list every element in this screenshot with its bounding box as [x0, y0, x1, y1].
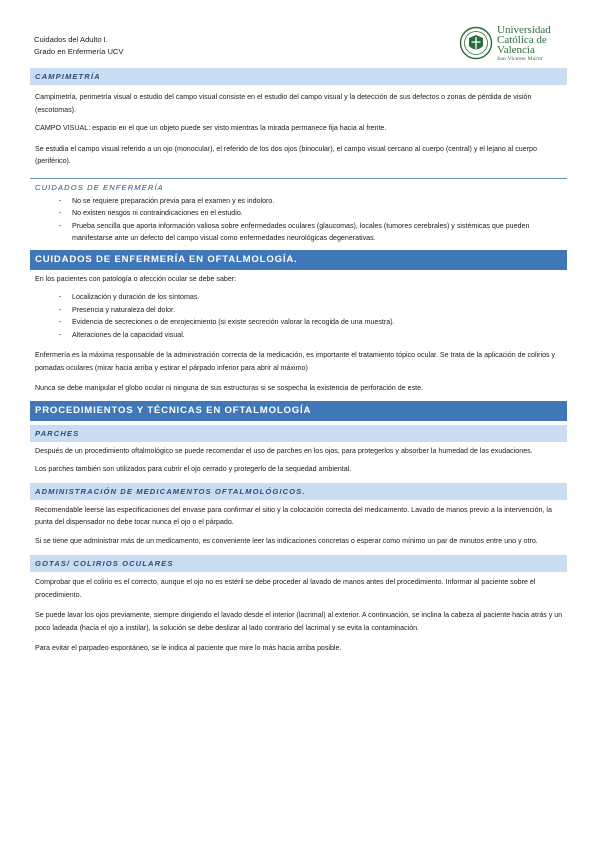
logo-line-3: Valencia [497, 44, 535, 56]
paragraph: Comprobar que el colirio es el correcto, aunque el ojo no es estéril se debe proceder al lavado de manos antes del procedimiento. Informar al paciente sobre el procedimiento. [35, 578, 536, 599]
list-item: - Alteraciones de la capacidad visual. [30, 329, 567, 342]
paragraph: Si se tiene que administrar más de un medicamento, es conveniente leer las indicaciones concretas o esperar como mínimo un par de minutos entre uno y otro. [35, 536, 538, 545]
paragraph: Se estudia el campo visual referido a un ojo (monocular), el referido de los dos ojos (binocular), el campo visual cercano al cuerpo (central) y el lejano al cuerpo (periférico). [35, 144, 537, 165]
section-heading-campimetria: CAMPIMETRÍA [30, 68, 567, 85]
degree-title: Grado en Enfermería UCV [34, 47, 124, 56]
paragraph: Nunca se debe manipular el globo ocular ni ninguna de sus estructuras si se sospecha la existencia de perforación de este. [35, 384, 424, 392]
paragraph: Enfermería es la máxima responsable de la administración correcta de la medicación, es importante el tratamiento tópico ocular. Se trata de la aplicación de colirios y pomadas oculares (mirar hacia arriba y estirar el párpado inferior para abrir al máximo) [35, 351, 556, 372]
paragraph: Los parches también son utilizados para cubrir el ojo cerrado y protegerlo de la sequedad ambiental. [35, 465, 352, 473]
paragraph: Se puede lavar los ojos previamente, siempre dirigiendo el lavado desde el interior (lacrimal) al exterior. A continuación, se inclina la cabeza al paciente hacia atrás y un poco ladeada (hacia el ojo a instilar), la solución se debe deslizar al lado contrario del lacrimal y se evita la contaminación. [35, 611, 563, 632]
list-item: - Localización y duración de los síntomas. [30, 291, 567, 304]
subsection-heading-gotas: GOTAS/ COLIRIOS OCULARES [30, 555, 567, 572]
section-heading-oftalmologia: CUIDADOS DE ENFERMERÍA EN OFTALMOLOGÍA. [30, 250, 567, 270]
paragraph: CAMPO VISUAL: espacio en el que un objeto puede ser visto mientras la mirada permanece fija hacia al frente. [35, 124, 387, 132]
main-content [30, 68, 567, 655]
subsection-heading-parches: PARCHES [30, 425, 567, 442]
list-item: - Presencia y naturaleza del dolor. [30, 304, 567, 317]
paragraph: En los pacientes con patología o afección ocular se debe saber: [35, 274, 237, 283]
subsection-heading-administracion: ADMINISTRACIÓN DE MEDICAMENTOS OFTALMOLÓGICOS. [30, 483, 567, 500]
section-heading-cuidados: CUIDADOS DE ENFERMERÍA [30, 178, 567, 194]
list-item: - No existen riesgos ni contraindicaciones en el estudio. [30, 207, 567, 220]
list-item: - No se requiere preparación previa para el examen y es indoloro. [30, 195, 567, 208]
logo-line-4: San Vicente Mártir [497, 56, 544, 62]
paragraph: Recomendable leerse las especificaciones del envase para confirmar el sitio y la colocación correcta del medicamento. Lavado de manos previo a la intervención, la punta del dispensador no debe tocar nunca el ojo o el párpado. [35, 505, 552, 526]
university-seal-icon [459, 26, 493, 60]
paragraph: Después de un procedimiento oftalmológico se puede recomendar el uso de parches en los ojos, para protegerlos y absorber la humedad de las exudaciones. [35, 446, 533, 455]
course-title: Cuidados del Adulto I. [34, 35, 108, 44]
list-item: - Prueba sencilla que aporta información valiosa sobre enfermedades oculares (glaucomas), locales (tumores cerebrales) y sistémicas que pueden manifestarse ante un defecto del campo visual como enfermedades neurológicas degenerativas. [30, 220, 567, 245]
section-heading-procedimientos: PROCEDIMIENTOS Y TÉCNICAS EN OFTALMOLOGÍA [30, 401, 567, 421]
page-header [34, 34, 123, 58]
paragraph: Campimetría, perimetría visual o estudio del campo visual consiste en el estudio del campo visual y la detección de sus defectos o zonas de pérdida de visión (escotomas). [35, 93, 532, 114]
list-item: - Evidencia de secreciones o de enrojecimiento (si existe secreción valorar la recogida de una muestra). [30, 316, 567, 329]
paragraph: Para evitar el parpadeo espontáneo, se le indica al paciente que mire lo más hacia arriba posible. [35, 644, 342, 652]
university-logo [459, 24, 569, 64]
logo-line-1: Universidad [497, 24, 551, 36]
bullet-list [30, 291, 567, 341]
logo-line-2: Católica de [497, 34, 547, 46]
bullet-list [30, 195, 567, 245]
